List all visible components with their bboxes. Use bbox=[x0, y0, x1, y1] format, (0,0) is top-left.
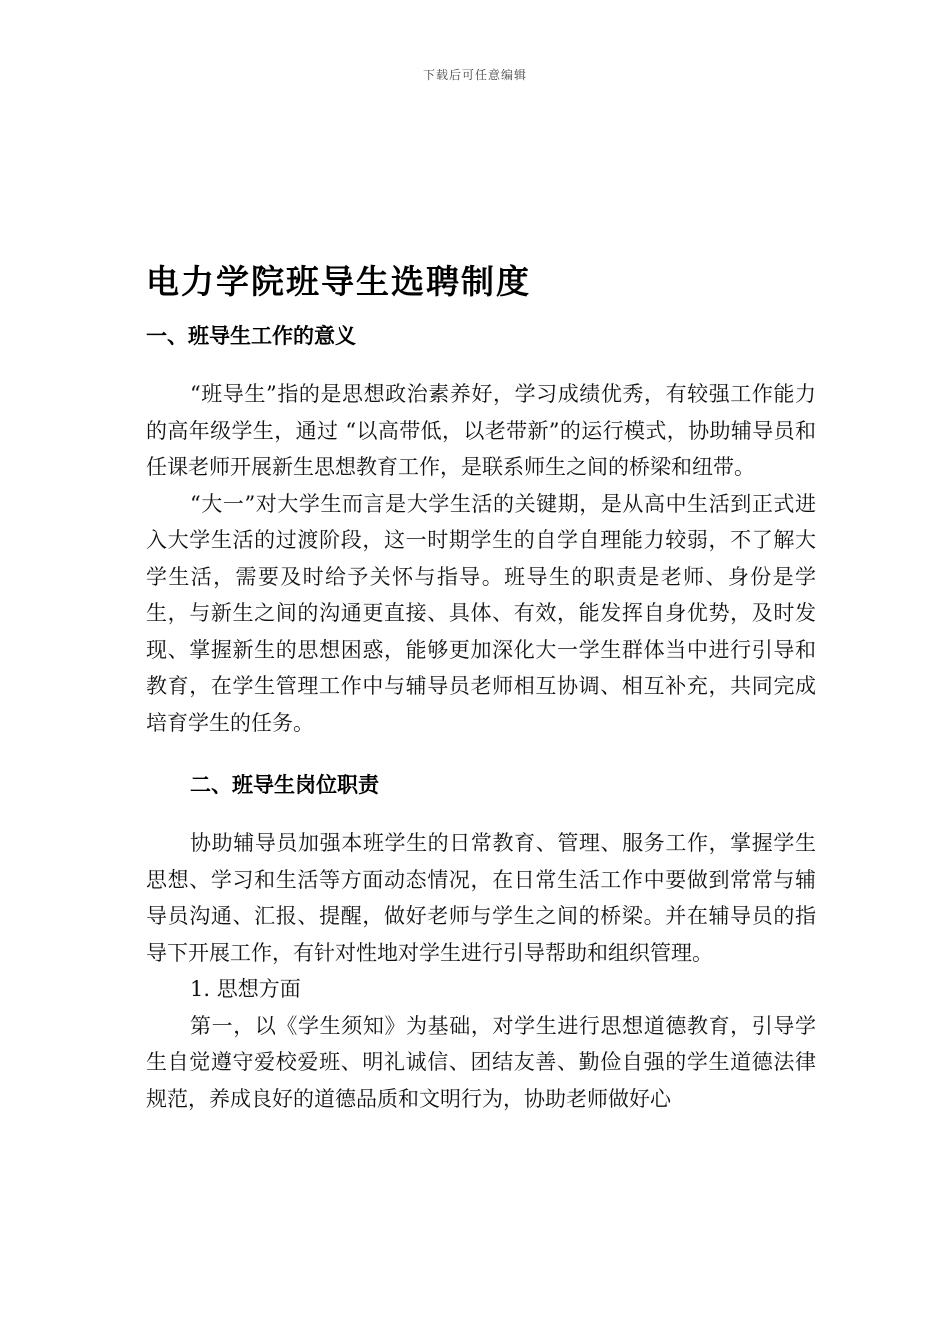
paragraph-duties-intro: 协助辅导员加强本班学生的日常教育、管理、服务工作，掌握学生思想、学习和生活等方面动态情况，在日常生活工作中要做到常常与辅导员沟通、汇报、提醒，做好老师与学生之间的桥梁。并在辅导员的指导下开展工作，有针对性地对学生进行引导帮助和组织管理。 bbox=[146, 831, 816, 965]
section-heading-significance: 一、班导生工作的意义 bbox=[146, 324, 356, 348]
document-body bbox=[146, 256, 816, 1117]
paragraph-ideology-first: 第一，以《学生须知》为基础，对学生进行思想道德教育，引导学生自觉遵守爱校爱班、明礼诚信、团结友善、勤俭自强的学生道德法律规范，养成良好的道德品质和文明行为，协助老师做好心 bbox=[146, 1013, 816, 1111]
document-title: 电力学院班导生选聘制度 bbox=[146, 262, 531, 301]
header-note: 下载后可任意编辑 bbox=[422, 68, 527, 82]
subsection-heading-ideology: 1. 思想方面 bbox=[190, 977, 301, 1001]
section-heading-duties: 二、班导生岗位职责 bbox=[190, 773, 379, 797]
paragraph-definition: “班导生”指的是思想政治素养好，学习成绩优秀，有较强工作能力的高年级学生，通过 “以高带低，以老带新”的运行模式，协助辅导员和任课老师开展新生思想教育工作，是联系师生之间的桥梁和纽带。 bbox=[146, 382, 816, 479]
paragraph-freshman-year: “大一”对大学生而言是大学生活的关键期，是从高中生活到正式进入大学生活的过渡阶段，这一时期学生的自学自理能力较弱，不了解大学生活，需要及时给予关怀与指导。班导生的职责是老师、身份是学生，与新生之间的沟通更直接、具体、有效，能发挥自身优势，及时发现、掌握新生的思想困惑，能够更加深化大一学生群体当中进行引导和教育，在学生管理工作中与辅导员老师相互协调、相互补充，共同完成培育学生的任务。 bbox=[146, 491, 816, 735]
